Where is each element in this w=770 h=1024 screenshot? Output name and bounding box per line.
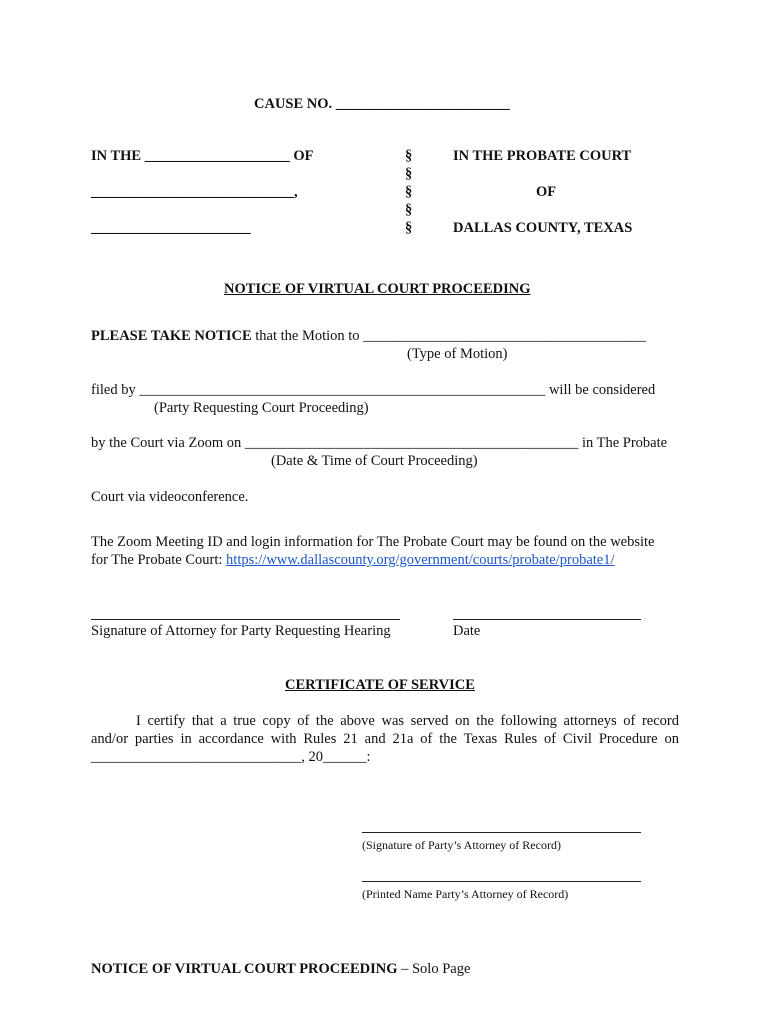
section-sign-3: § [405, 184, 413, 200]
please-take-notice-line [91, 327, 646, 345]
section-sign-4: § [405, 202, 413, 218]
certificate-body-line-1: I certify that a true copy of the above was served on the following attorneys of record [136, 713, 679, 729]
filed-by-line: filed by ________________________________________________________ will be considered [91, 382, 656, 398]
section-sign-5: § [405, 220, 413, 236]
zoom-info-line-1: The Zoom Meeting ID and login information for The Probate Court may be found on the website [91, 534, 655, 550]
zoom-info-prefix: for The Probate Court: [91, 552, 227, 568]
caption-left-line-2: ____________________________, [91, 184, 298, 200]
caption-left-line-1: IN THE ____________________ OF [91, 148, 314, 164]
section-sign-2: § [405, 166, 413, 182]
date-line [453, 619, 641, 620]
date-label: Date [453, 623, 481, 639]
type-of-motion-label: (Type of Motion) [407, 346, 508, 362]
certificate-title: CERTIFICATE OF SERVICE [285, 677, 475, 693]
page-footer [91, 960, 470, 978]
zoom-info-line-2 [91, 551, 615, 569]
certificate-date-blank: _____________________________, 20______: [91, 749, 371, 765]
caption-right-line-2: OF [536, 184, 557, 200]
caption-right-line-3: DALLAS COUNTY, TEXAS [453, 220, 633, 236]
certificate-body-line-2: and/or parties in accordance with Rules 21 and 21a of the Texas Rules of Civil Procedure on [91, 731, 679, 747]
party-attorney-signature-label: (Signature of Party’s Attorney of Record) [362, 838, 561, 852]
date-time-label: (Date & Time of Court Proceeding) [271, 453, 478, 469]
attorney-signature-label: Signature of Attorney for Party Requesting Hearing [91, 623, 391, 639]
section-sign-1: § [405, 148, 413, 164]
court-videoconference-text: Court via videoconference. [91, 489, 249, 505]
attorney-signature-line [91, 619, 400, 620]
motion-to-text: that the Motion to _______________________________________ [251, 328, 646, 344]
printed-name-line [362, 881, 641, 882]
cause-number: CAUSE NO. ________________________ [254, 96, 510, 112]
please-take-notice-bold: PLEASE TAKE NOTICE [91, 328, 252, 344]
footer-title: NOTICE OF VIRTUAL COURT PROCEEDING [91, 961, 398, 977]
printed-name-label: (Printed Name Party’s Attorney of Record) [362, 887, 569, 901]
caption-left-line-3: ______________________ [91, 220, 251, 236]
by-court-line: by the Court via Zoom on ______________________________________________ in The Probate [91, 435, 668, 451]
caption-right-line-1: IN THE PROBATE COURT [453, 148, 632, 164]
party-requesting-label: (Party Requesting Court Proceeding) [154, 400, 369, 416]
footer-page-note: – Solo Page [397, 961, 471, 977]
notice-title: NOTICE OF VIRTUAL COURT PROCEEDING [224, 281, 531, 297]
party-attorney-signature-line [362, 832, 641, 833]
probate-court-link[interactable]: https://www.dallascounty.org/government/courts/probate/probate1/ [226, 552, 615, 568]
